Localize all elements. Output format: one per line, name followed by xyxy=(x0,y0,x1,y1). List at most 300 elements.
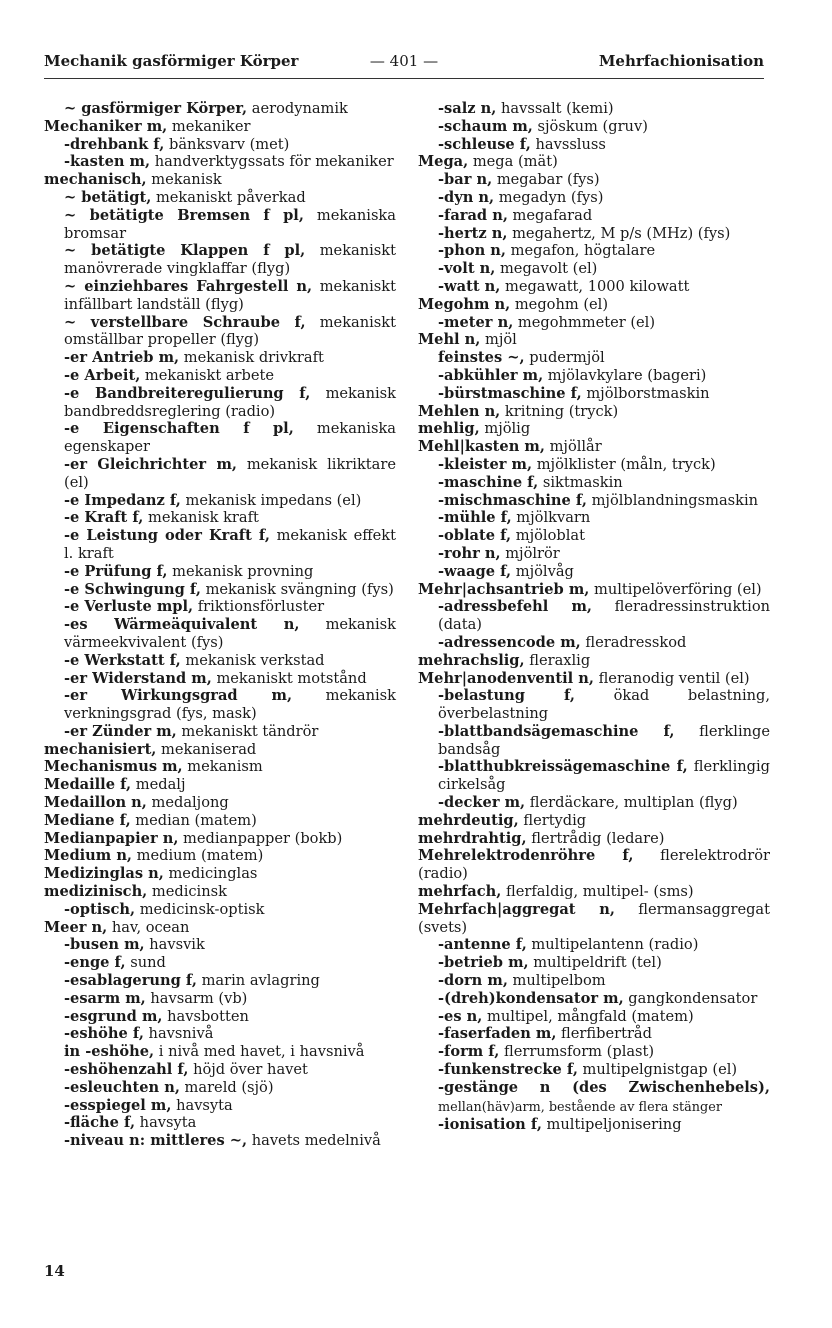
dictionary-entry xyxy=(44,1079,396,1097)
dictionary-entry xyxy=(44,776,396,794)
dictionary-entry xyxy=(44,527,396,563)
entry-headword: -e Bandbreiteregulierung f, xyxy=(64,384,311,402)
dictionary-entry xyxy=(418,758,770,794)
entry-translation: mekaniskt infällbart landställ (flyg) xyxy=(64,277,396,313)
entry-translation: multipeljonisering xyxy=(541,1116,682,1134)
entry-headword: -antenne f, xyxy=(438,936,527,954)
dictionary-entry xyxy=(44,758,396,776)
entry-translation: mekaniskt manövrerade vingklaffar (flyg) xyxy=(64,242,396,278)
dictionary-entry xyxy=(418,634,770,652)
dictionary-entry xyxy=(418,509,770,527)
entry-translation: mekaniker xyxy=(167,117,251,135)
dictionary-entry xyxy=(44,741,396,759)
entry-headword: -er Gleichrichter m, xyxy=(64,455,237,473)
dictionary-entry xyxy=(418,420,770,438)
dictionary-entry xyxy=(418,260,770,278)
entry-translation: multipelantenn (radio) xyxy=(526,936,699,954)
dictionary-entry xyxy=(418,1008,770,1026)
entry-translation: siktmaskin xyxy=(538,473,623,491)
dictionary-entry xyxy=(44,919,396,937)
dictionary-entry xyxy=(418,349,770,367)
entry-headword: Mechanismus m, xyxy=(44,758,183,776)
dictionary-entry xyxy=(418,474,770,492)
entry-headword: -rohr n, xyxy=(438,544,501,562)
dictionary-entry xyxy=(44,153,396,171)
dictionary-entry xyxy=(418,314,770,332)
entry-headword: -e Impedanz f, xyxy=(64,491,181,509)
entry-headword: Mechaniker m, xyxy=(44,117,168,135)
entry-translation: havssluss xyxy=(530,135,606,153)
entry-translation: mekaniskt arbete xyxy=(140,366,275,384)
entry-headword: -enge f, xyxy=(64,954,126,972)
entry-headword: -funkenstrecke f, xyxy=(438,1061,578,1079)
entry-translation: mareld (sjö) xyxy=(179,1078,274,1096)
entry-headword: -betrieb m, xyxy=(438,954,529,972)
entry-translation: marin avlagring xyxy=(196,972,320,990)
entry-translation: ökad belastning, överbelastning xyxy=(438,687,770,723)
dictionary-entry xyxy=(418,385,770,403)
entry-translation: havsvik xyxy=(144,936,205,954)
dictionary-entry xyxy=(44,616,396,652)
signature-mark: 14 xyxy=(44,1262,65,1280)
dictionary-entry xyxy=(44,349,396,367)
entry-translation: medium (matem) xyxy=(132,847,264,865)
entry-translation: mekanisk drivkraft xyxy=(179,349,324,367)
header-rule xyxy=(44,78,764,79)
dictionary-entry xyxy=(44,1132,396,1150)
entry-translation: mekaniskt motstånd xyxy=(211,669,367,687)
entry-headword: mehrdeutig, xyxy=(418,811,519,829)
dictionary-entry xyxy=(44,883,396,901)
entry-headword: Meer n, xyxy=(44,918,108,936)
dictionary-entry xyxy=(44,670,396,688)
entry-headword: Medianpapier n, xyxy=(44,829,179,847)
entry-headword: ~ betätigte Bremsen f pl, xyxy=(64,206,304,224)
dictionary-entry xyxy=(44,1114,396,1132)
entry-headword: -busen m, xyxy=(64,936,145,954)
entry-headword: ~ betätigt, xyxy=(64,188,152,206)
entry-translation: mjölborstmaskin xyxy=(581,384,710,402)
entry-translation: mjölig xyxy=(479,420,531,438)
dictionary-entry xyxy=(418,189,770,207)
dictionary-entry xyxy=(44,1097,396,1115)
entry-headword: -form f, xyxy=(438,1043,500,1061)
entry-headword: -optisch, xyxy=(64,900,136,918)
entry-headword: Mediane f, xyxy=(44,811,131,829)
entry-headword: -decker m, xyxy=(438,794,526,812)
entry-translation: flertrådig (ledare) xyxy=(526,829,665,847)
entry-headword: ~ einziehbares Fahrgestell n, xyxy=(64,277,313,295)
dictionary-entry xyxy=(418,670,770,688)
dictionary-entry xyxy=(418,990,770,1008)
entry-headword: -mischmaschine f, xyxy=(438,491,587,509)
entry-translation: mekanisk verkstad xyxy=(180,651,325,669)
entry-headword: Megohm n, xyxy=(418,295,511,313)
entry-translation: mjölavkylare (bageri) xyxy=(543,366,707,384)
dictionary-entry xyxy=(44,847,396,865)
entry-translation: mekaniskt omställbar propeller (flyg) xyxy=(64,313,396,349)
dictionary-entry xyxy=(418,100,770,118)
entry-translation: medaljong xyxy=(146,794,229,812)
entry-headword: Mehl n, xyxy=(418,331,481,349)
dictionary-entry xyxy=(44,385,396,421)
entry-headword: ~ verstellbare Schraube f, xyxy=(64,313,306,331)
entry-translation: medalj xyxy=(131,776,186,794)
dictionary-entry xyxy=(418,563,770,581)
entry-translation: sjöskum (gruv) xyxy=(532,117,648,135)
entry-translation: havsbotten xyxy=(162,1007,249,1025)
entry-translation: mekanism xyxy=(182,758,263,776)
dictionary-entry xyxy=(418,901,770,937)
entry-headword: medizinisch, xyxy=(44,883,148,901)
dictionary-entry xyxy=(44,794,396,812)
entry-headword: -esspiegel m, xyxy=(64,1096,172,1114)
entry-headword: -es n, xyxy=(438,1007,483,1025)
dictionary-entry xyxy=(418,687,770,723)
entry-headword: -abkühler m, xyxy=(438,366,544,384)
dictionary-entry xyxy=(418,936,770,954)
dictionary-entry xyxy=(44,189,396,207)
entry-translation: fleranodig ventil (el) xyxy=(593,669,750,687)
entry-headword: mechanisch, xyxy=(44,171,147,189)
entry-headword: ~ gasförmiger Körper, xyxy=(64,100,248,117)
entry-translation: havsyta xyxy=(135,1114,197,1132)
entry-headword: -esablagerung f, xyxy=(64,972,197,990)
dictionary-entry xyxy=(418,598,770,634)
entry-translation: megohmmeter (el) xyxy=(513,313,656,331)
entry-headword: Medaillon n, xyxy=(44,794,147,812)
entry-translation: mekanisk provning xyxy=(167,562,314,580)
entry-translation: megabar (fys) xyxy=(492,171,600,189)
entry-headword: -e Arbeit, xyxy=(64,366,141,384)
dictionary-entry xyxy=(44,598,396,616)
dictionary-entry xyxy=(44,1061,396,1079)
dictionary-entry xyxy=(418,847,770,883)
entry-translation: mjöloblat xyxy=(511,527,585,545)
entry-translation: havets medelnivå xyxy=(247,1132,381,1150)
entry-translation: medicinsk xyxy=(147,883,227,901)
entry-headword: -blatthubkreissägemaschine f, xyxy=(438,758,688,776)
entry-headword: -kasten m, xyxy=(64,153,151,171)
entry-translation: mekaniska bromsar xyxy=(64,206,396,242)
entry-translation: flermansaggregat (svets) xyxy=(418,900,770,936)
entry-translation: megafarad xyxy=(507,206,593,224)
entry-translation: mekaniska egenskaper xyxy=(64,420,396,456)
dictionary-entry xyxy=(418,652,770,670)
entry-translation: flerdäckare, multiplan (flyg) xyxy=(525,794,738,812)
entry-headword: Mehrelektrodenröhre f, xyxy=(418,847,634,865)
entry-translation: megafon, högtalare xyxy=(506,242,656,260)
dictionary-entry xyxy=(44,687,396,723)
dictionary-entry xyxy=(44,492,396,510)
dictionary-entry xyxy=(44,456,396,492)
entry-headword: mehrfach, xyxy=(418,883,502,901)
entry-headword: -eshöhenzahl f, xyxy=(64,1061,189,1079)
dictionary-entry xyxy=(44,242,396,278)
entry-translation: mekanisk svängning (fys) xyxy=(200,580,394,598)
dictionary-entry xyxy=(418,972,770,990)
entry-headword: -phon n, xyxy=(438,242,506,260)
dictionary-entry xyxy=(44,278,396,314)
entry-headword: mehrachslig, xyxy=(418,651,525,669)
entry-headword: -salz n, xyxy=(438,100,497,117)
dictionary-entry xyxy=(44,990,396,1008)
entry-translation: mekanisk verkningsgrad (fys, mask) xyxy=(64,687,396,723)
entry-headword: -drehbank f, xyxy=(64,135,165,153)
dictionary-entry xyxy=(418,153,770,171)
entry-headword: -esarm m, xyxy=(64,989,146,1007)
entry-headword: -bar n, xyxy=(438,171,493,189)
dictionary-entry xyxy=(44,812,396,830)
entry-headword: -adressencode m, xyxy=(438,633,581,651)
entry-headword: Medium n, xyxy=(44,847,133,865)
entry-headword: -schleuse f, xyxy=(438,135,531,153)
page-number: — 401 — xyxy=(369,52,439,70)
entry-translation: bänksvarv (met) xyxy=(164,135,290,153)
dictionary-entry xyxy=(418,830,770,848)
entry-headword: -er Antrieb m, xyxy=(64,349,180,367)
dictionary-entry xyxy=(44,954,396,972)
dictionary-entry xyxy=(418,527,770,545)
entry-headword: -dyn n, xyxy=(438,188,495,206)
dictionary-entry xyxy=(418,331,770,349)
entry-headword: -kleister m, xyxy=(438,455,533,473)
entry-headword: Medaille f, xyxy=(44,776,132,794)
dictionary-entry xyxy=(44,563,396,581)
dictionary-entry xyxy=(44,1025,396,1043)
dictionary-entry xyxy=(418,723,770,759)
dictionary-entry xyxy=(418,242,770,260)
dictionary-entry xyxy=(44,972,396,990)
entry-headword: Mehlen n, xyxy=(418,402,501,420)
entry-translation: megavolt (el) xyxy=(495,260,598,278)
entry-headword: -e Prüfung f, xyxy=(64,562,168,580)
entry-headword: -belastung f, xyxy=(438,687,575,705)
entry-headword: feinstes ~, xyxy=(438,349,525,367)
dictionary-entry xyxy=(44,1043,396,1061)
entry-headword: Mehrfach|aggregat n, xyxy=(418,900,615,918)
entry-translation: megadyn (fys) xyxy=(494,188,604,206)
dictionary-entry xyxy=(44,136,396,154)
dictionary-entry xyxy=(418,545,770,563)
entry-translation: mekanisk bandbreddsreglering (radio) xyxy=(64,384,397,420)
entry-translation: havssalt (kemi) xyxy=(496,100,614,117)
entry-headword: -waage f, xyxy=(438,562,512,580)
header-right-catchword: Mehrfachionisation xyxy=(598,52,764,70)
entry-headword: -e Schwingung f, xyxy=(64,580,201,598)
dictionary-entry xyxy=(44,171,396,189)
entry-headword: -oblate f, xyxy=(438,527,512,545)
entry-translation: mjöllår xyxy=(544,438,602,456)
dictionary-entry xyxy=(418,1043,770,1061)
left-column xyxy=(44,100,396,1150)
entry-translation: havsnivå xyxy=(143,1025,214,1043)
entry-translation: megawatt, 1000 kilowatt xyxy=(500,277,690,295)
entry-headword: mehlig, xyxy=(418,420,480,438)
entry-translation: flerrumsform (plast) xyxy=(499,1043,655,1061)
entry-translation: mekaniskt påverkad xyxy=(151,188,306,206)
entry-headword: Mehr|achsantrieb m, xyxy=(418,580,590,598)
dictionary-entry xyxy=(44,723,396,741)
entry-translation: flerklingig cirkelsåg xyxy=(438,758,771,794)
entry-translation: multipelbom xyxy=(507,972,606,990)
entry-translation: höjd över havet xyxy=(188,1061,308,1079)
entry-translation: mekaniserad xyxy=(156,740,257,758)
entry-headword: -watt n, xyxy=(438,277,501,295)
dictionary-entry xyxy=(44,830,396,848)
dictionary-entry xyxy=(418,118,770,136)
dictionary-entry xyxy=(418,403,770,421)
entry-headword: mehrdrahtig, xyxy=(418,829,527,847)
entry-headword: ~ betätigte Klappen f pl, xyxy=(64,242,306,260)
entry-translation: mjölklister (måln, tryck) xyxy=(532,455,716,473)
dictionary-entry xyxy=(44,901,396,919)
entry-translation: sund xyxy=(125,954,166,972)
entry-headword: -es Wärmeäquivalent n, xyxy=(64,616,300,634)
dictionary-entry xyxy=(418,1079,770,1117)
entry-headword: -blattbandsägemaschine f, xyxy=(438,722,675,740)
entry-headword: -er Wirkungsgrad m, xyxy=(64,687,293,705)
entry-translation: fleraxlig xyxy=(524,651,591,669)
entry-headword: -bürstmaschine f, xyxy=(438,384,582,402)
entry-translation: multipel, mångfald (matem) xyxy=(482,1007,694,1025)
entry-translation: mekanisk xyxy=(146,171,222,189)
dictionary-entry xyxy=(418,1025,770,1043)
dictionary-entry xyxy=(418,883,770,901)
dictionary-entry xyxy=(44,652,396,670)
dictionary-entry xyxy=(418,456,770,474)
entry-headword: -eshöhe f, xyxy=(64,1025,144,1043)
entry-headword: Mehr|anodenventil n, xyxy=(418,669,594,687)
entry-translation: mjölblandningsmaskin xyxy=(586,491,759,509)
dictionary-entry xyxy=(44,509,396,527)
entry-headword: -maschine f, xyxy=(438,473,539,491)
entry-headword: in -eshöhe, xyxy=(64,1043,155,1061)
dictionary-entry xyxy=(44,865,396,883)
entry-headword: -esgrund m, xyxy=(64,1007,163,1025)
dictionary-entry xyxy=(418,954,770,972)
entry-translation: mjölkvarn xyxy=(511,509,591,527)
dictionary-entry xyxy=(44,100,396,118)
dictionary-entry xyxy=(44,314,396,350)
entry-translation: mjölvåg xyxy=(511,562,574,580)
entry-translation: medianpapper (bokb) xyxy=(178,829,343,847)
entry-translation: mega (mät) xyxy=(468,153,558,171)
dictionary-entry xyxy=(418,136,770,154)
dictionary-entry xyxy=(44,367,396,385)
header-left-catchword: Mechanik gasförmiger Körper xyxy=(44,52,299,70)
dictionary-entry xyxy=(44,936,396,954)
entry-translation: kritning (tryck) xyxy=(500,402,619,420)
entry-translation: multipeldrift (tel) xyxy=(528,954,662,972)
entry-translation: megohm (el) xyxy=(510,295,609,313)
entry-translation: mekanisk värmeekvivalent (fys) xyxy=(64,616,396,651)
entry-translation: hav, ocean xyxy=(107,918,190,936)
entry-headword: Medizinglas n, xyxy=(44,865,164,883)
entry-translation: fleradressinstruktion (data) xyxy=(438,598,770,634)
dictionary-entry xyxy=(44,118,396,136)
entry-headword: -e Kraft f, xyxy=(64,509,144,527)
entry-headword: mechanisiert, xyxy=(44,740,157,758)
entry-headword: -e Werkstatt f, xyxy=(64,651,181,669)
dictionary-entry xyxy=(418,207,770,225)
running-header xyxy=(44,52,764,76)
right-column xyxy=(418,100,770,1134)
entry-translation: aerodynamik xyxy=(247,100,348,117)
dictionary-entry xyxy=(418,171,770,189)
entry-translation: flertydig xyxy=(518,811,587,829)
entry-headword: Mega, xyxy=(418,153,469,171)
entry-translation: mekanisk kraft xyxy=(143,509,259,527)
dictionary-entry xyxy=(418,438,770,456)
dictionary-entry xyxy=(418,1116,770,1134)
entry-translation: mekaniskt tändrör xyxy=(176,722,319,740)
entry-translation: flerelektrodrör (radio) xyxy=(418,847,770,883)
dictionary-entry xyxy=(418,492,770,510)
entry-headword: -e Eigenschaften f pl, xyxy=(64,420,294,438)
entry-headword: -fläche f, xyxy=(64,1114,136,1132)
entry-translation: havsyta xyxy=(171,1096,233,1114)
dictionary-entry xyxy=(44,420,396,456)
entry-translation: mjölrör xyxy=(500,544,560,562)
entry-translation: mjöl xyxy=(480,331,517,349)
entry-translation: flerfaldig, multipel- (sms) xyxy=(501,883,694,901)
entry-translation: gangkondensator xyxy=(623,989,758,1007)
entry-headword: -meter n, xyxy=(438,313,514,331)
entry-translation: flerfibertråd xyxy=(556,1025,652,1043)
dictionary-entry xyxy=(418,278,770,296)
entry-headword: -e Verluste mpl, xyxy=(64,598,194,616)
entry-headword: -volt n, xyxy=(438,260,496,278)
dictionary-entry xyxy=(418,581,770,599)
entry-headword: -schaum m, xyxy=(438,117,533,135)
entry-headword: -gestänge n (des Zwischenhebels), xyxy=(438,1078,770,1096)
entry-headword: -ionisation f, xyxy=(438,1116,542,1134)
entry-headword: -er Zünder m, xyxy=(64,722,177,740)
dictionary-entry xyxy=(418,1061,770,1079)
entry-headword: -faserfaden m, xyxy=(438,1025,557,1043)
entry-translation: multipelöverföring (el) xyxy=(589,580,762,598)
dictionary-entry xyxy=(44,1008,396,1026)
entry-headword: -adressbefehl m, xyxy=(438,598,592,616)
entry-translation: friktionsförluster xyxy=(193,598,325,616)
entry-headword: -esleuchten n, xyxy=(64,1078,180,1096)
entry-headword: -niveau n: mittleres ~, xyxy=(64,1132,248,1150)
entry-translation: multipelgnistgap (el) xyxy=(577,1061,738,1079)
entry-translation: handverktygssats för mekaniker xyxy=(150,153,394,171)
entry-translation: medicinglas xyxy=(163,865,258,883)
entry-headword: -er Widerstand m, xyxy=(64,669,212,687)
entry-translation: pudermjöl xyxy=(524,349,605,367)
entry-translation: flerklinge bandsåg xyxy=(438,722,770,758)
entry-headword: -e Leistung oder Kraft f, xyxy=(64,527,270,545)
entry-headword: -hertz n, xyxy=(438,224,508,242)
entry-translation: mekanisk impedans (el) xyxy=(180,491,362,509)
dictionary-entry xyxy=(44,581,396,599)
dictionary-entry xyxy=(418,794,770,812)
dictionary-entry xyxy=(418,296,770,314)
entry-translation: mekanisk effekt l. kraft xyxy=(64,527,397,562)
entry-headword: -(dreh)kondensator m, xyxy=(438,989,624,1007)
entry-translation: i nivå med havet, i havsnivå xyxy=(154,1043,365,1061)
entry-translation: fleradresskod xyxy=(580,633,687,651)
entry-translation: havsarm (vb) xyxy=(145,989,248,1007)
entry-headword: -farad n, xyxy=(438,206,508,224)
entry-translation: mekanisk likriktare (el) xyxy=(64,455,396,491)
entry-headword: -dorn m, xyxy=(438,972,508,990)
dictionary-entry xyxy=(418,367,770,385)
entry-translation: medicinsk-optisk xyxy=(135,900,265,918)
